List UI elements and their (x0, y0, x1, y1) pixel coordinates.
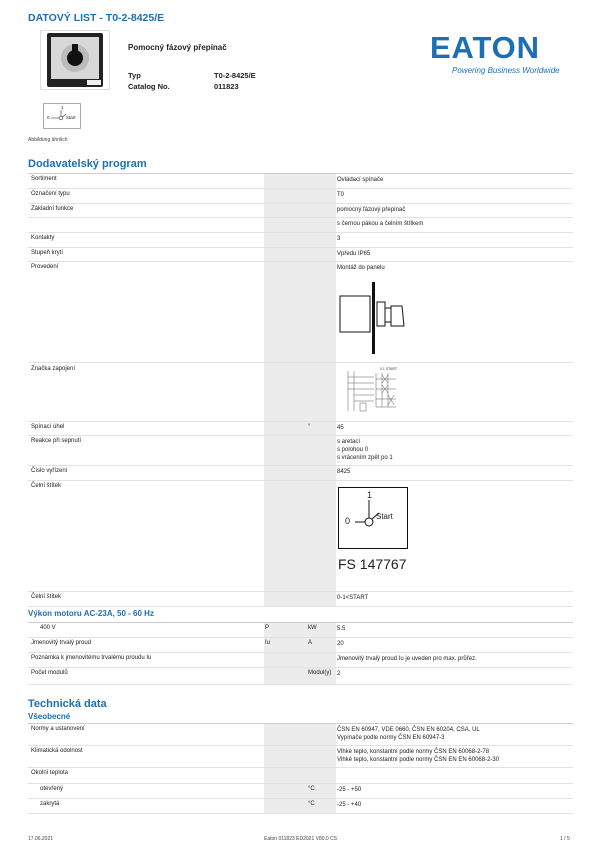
wiring-header: 0 1 START (380, 367, 397, 371)
table-row: Základní funkce pomocný fázový přepínač (28, 204, 573, 218)
table-row: Čelní štítek 1 0 Start FS 147767 (28, 481, 573, 592)
type-label: Typ (128, 71, 141, 80)
table-row: Provedení Montáž do panelu (28, 262, 573, 363)
table-row: 400 V P kW 5.5 (28, 623, 573, 638)
footer-page: 1 / 5 (560, 836, 570, 842)
table-row: Kontakty 3 (28, 233, 573, 248)
table-row: Stupeň krytí Vpředu IP65 (28, 248, 573, 262)
svg-text:EATON: EATON (430, 30, 540, 64)
small-symbol-right: Start (66, 115, 76, 120)
front-plate-left: 0 (345, 516, 351, 526)
product-image (40, 30, 110, 90)
table-row: Klimatická odolnost Vlhké teplo, konstantní podle normy ČSN EN 60068-2-78 Vlhké teplo, konstantní podle normy ČSN EN EN 60068-2-30 (28, 746, 573, 768)
table-row: zakrytá °C -25 - +40 (28, 799, 573, 814)
front-plate-code: FS 147767 (338, 556, 407, 572)
table-row: Počet modulů Modul(y) 2 (28, 668, 573, 685)
eaton-tagline: Powering Business Worldwide (452, 66, 560, 75)
small-symbol-left: 0 (47, 115, 50, 120)
footer-date: 17.06.2021 (28, 836, 54, 842)
table-row: Čelní štítek 0-1<START (28, 592, 573, 607)
front-plate-figure (338, 487, 408, 549)
table-row: Jmenovitý trvalý proud Iu A 20 (28, 638, 573, 653)
table-row: Spínací úhel ° 45 (28, 422, 573, 436)
table-row: otevřený °C -25 - +50 (28, 784, 573, 799)
small-switch-symbol (43, 103, 81, 129)
footer-center: Eaton 011823 ED2021 V80.0 CS (264, 836, 338, 842)
table-row: Normy a ustanovení ČSN EN 60947, VDE 0660, ČSN EN 60204, CSA, UL Vypínače podle normy ČSN EN 60947-3 (28, 724, 573, 746)
product-description: Pomocný fázový přepínač (128, 43, 227, 52)
catalog-label: Catalog No. (128, 82, 170, 91)
table-row: Reakce při sepnutí s aretací s polohou 0 s vrácením zpět po 1 (28, 436, 573, 466)
table-row: Poznámka k jmenovitému trvalému proudu Iu Jmenovitý trvalý proud Iu je uveden pro max. průřez. (28, 653, 573, 668)
table-row: Sortiment Ovládací spínače (28, 174, 573, 189)
section-title-general: Všeobecné (28, 712, 71, 721)
table-row: s černou pákou a čelním štítkem (28, 218, 573, 233)
type-value: T0-2-8425/E (214, 71, 256, 80)
front-plate-top: 1 (367, 490, 373, 500)
section-title-supplier: Dodavatelský program (28, 158, 147, 170)
table-row: Okolní teplota (28, 768, 573, 784)
table-row: Označení typu T0 (28, 189, 573, 204)
section-title-tech: Technická data (28, 698, 107, 710)
table-row: Číslo vyřízení 8425 (28, 466, 573, 481)
mounting-drawing (336, 282, 406, 354)
small-symbol-top: 1 (61, 105, 64, 110)
wiring-diagram (340, 365, 410, 417)
document-title: DATOVÝ LIST - T0-2-8425/E (28, 12, 165, 24)
front-plate-right: Start (376, 512, 393, 521)
image-caption: Abbildung ähnlich (28, 137, 68, 143)
section-title-motor: Výkon motoru AC-23A, 50 - 60 Hz (28, 609, 154, 618)
catalog-value: 011823 (214, 82, 239, 91)
table-row: Značka zapojení 0 1 START (28, 363, 573, 422)
